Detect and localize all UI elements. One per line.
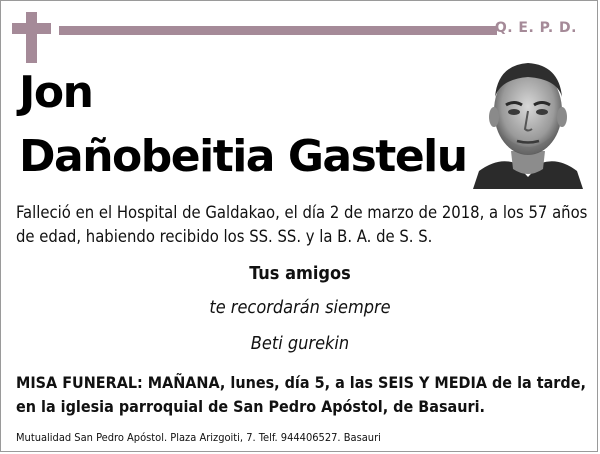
funeral-home-footer: Mutualidad San Pedro Apóstol. Plaza Arizgoiti, 7. Telf. 944406527. Basauri [16,431,381,444]
header-divider [59,26,497,35]
portrait-photo [473,59,583,189]
deceased-surnames: Dañobeitia Gastelu [19,131,467,182]
portrait-photo-icon [473,59,583,189]
qepd-label: Q. E. P. D. [494,20,577,36]
death-announcement: Falleció en el Hospital de Galdakao, el día 2 de marzo de 2018, a los 57 años de edad, habiendo recibido los SS. SS. y la B. A. de S. S. [16,203,588,246]
deceased-first-name: Jon [19,67,93,118]
funeral-mass-notice: MISA FUNERAL: MAÑANA, lunes, día 5, a las SEIS Y MEDIA de la tarde, en la iglesia parroquial de San Pedro Apóstol, de Basauri. [16,373,586,416]
cross-icon [26,12,37,63]
cross-icon-bar [12,23,51,34]
mourners-message: te recordarán siempre [209,297,391,318]
mourners-message-basque: Beti gurekin [250,333,350,354]
mourners-title: Tus amigos [249,263,351,284]
